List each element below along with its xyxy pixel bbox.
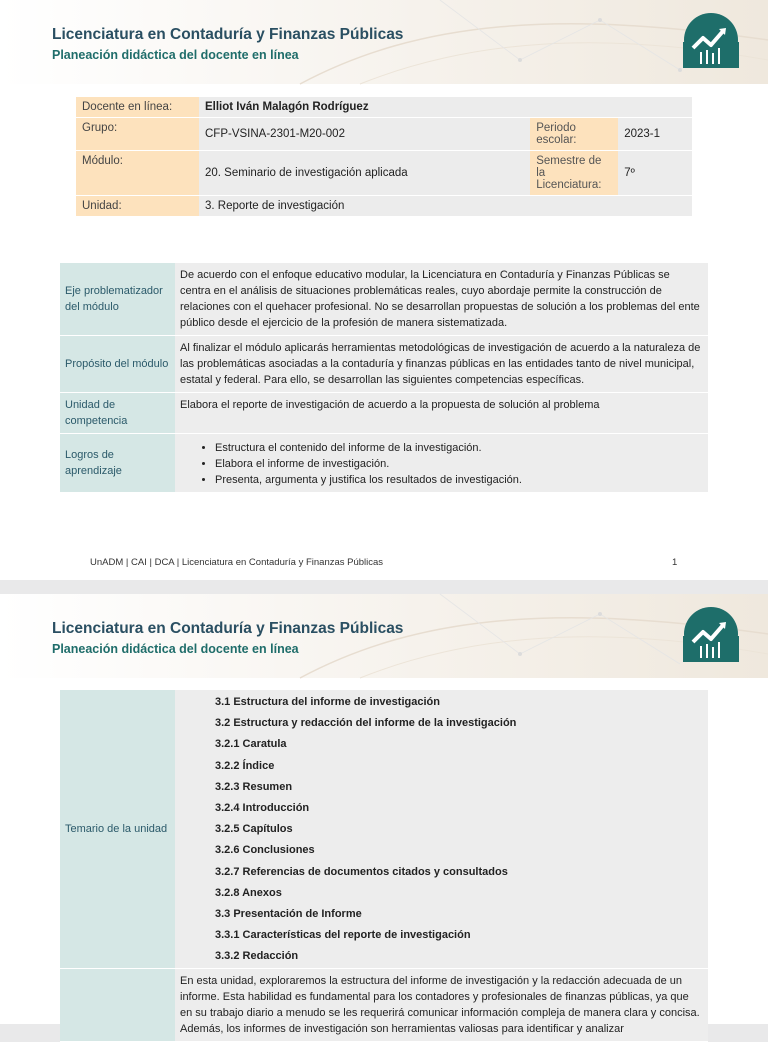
program-title: Licenciatura en Contaduría y Finanzas Públicas xyxy=(52,620,404,637)
grupo-label: Grupo: xyxy=(76,118,199,151)
unidad-label: Unidad: xyxy=(76,196,199,217)
page-header xyxy=(0,594,768,678)
periodo-value: 2023-1 xyxy=(618,118,692,151)
intro-label xyxy=(60,968,175,1041)
docente-label: Docente en línea: xyxy=(76,97,199,118)
grupo-value: CFP-VSINA-2301-M20-002 xyxy=(199,118,530,151)
document-page-2 xyxy=(0,594,768,1035)
document-subtitle: Planeación didáctica del docente en línea xyxy=(52,48,299,62)
topic-list xyxy=(180,692,703,968)
page-header xyxy=(0,0,768,84)
chart-up-logo-icon xyxy=(683,12,739,68)
semestre-label: Semestre de la Licenciatura: xyxy=(530,151,618,196)
unidad-value: 3. Reporte de investigación xyxy=(199,196,692,217)
topic-item: 3.2.4 Introducción xyxy=(215,802,310,815)
proposito-label: Propósito del módulo xyxy=(60,336,175,393)
module-content-table xyxy=(60,263,708,493)
list-item: • Elabora el informe de investigación. xyxy=(215,456,703,472)
program-title: Licenciatura en Contaduría y Finanzas Públicas xyxy=(52,26,404,43)
page-number: 1 xyxy=(672,557,678,568)
semestre-value: 7º xyxy=(618,151,692,196)
topic-item: 3.3.1 Características del reporte de investigación xyxy=(215,929,471,942)
footer-text: UnADM | CAI | DCA | Licenciatura en Contaduría y Finanzas Públicas xyxy=(90,557,384,568)
eje-text: De acuerdo con el enfoque educativo modular, la Licenciatura en Contaduría y Finanzas Públicas se centra en el análisis de situaciones problemáticas reales, cuyo abordaje permite la construcción de relaciones con el quehacer profesional. No se desarrollan propuestas de solución a los problemas del ente público desde el ejercicio de la profesión de manera sistematizada. xyxy=(175,263,708,336)
topic-item: 3.2.2 Índice xyxy=(215,759,275,772)
course-info-table xyxy=(76,97,692,217)
logros-label: Logros de aprendizaje xyxy=(60,434,175,493)
topic-item: 3.1 Estructura del informe de investigación xyxy=(215,696,440,708)
topic-item: 3.2.8 Anexos xyxy=(215,886,282,899)
modulo-value: 20. Seminario de investigación aplicada xyxy=(199,151,530,196)
periodo-label: Periodo escolar: xyxy=(530,118,618,151)
topic-item: 3.2.5 Capítulos xyxy=(215,823,293,836)
topic-item: 3.2.6 Conclusiones xyxy=(215,844,315,857)
list-item: • Presenta, argumenta y justifica los resultados de investigación. xyxy=(215,472,703,488)
logros-list xyxy=(180,440,703,488)
temario-cell xyxy=(175,690,708,968)
temario-label: Temario de la unidad xyxy=(60,690,175,968)
intro-text: En esta unidad, exploraremos la estructura del informe de investigación y la redacción adecuada de un informe. Esta habilidad es fundamental para los contadores y profesionales de finanzas públicas, ya que en su trabajo diario a menudo se les requerirá comunicar información compleja de manera clara y concisa. Además, los informes de investigación son herramientas valiosas para identificar y analizar xyxy=(175,968,708,1041)
chart-up-logo-icon xyxy=(683,606,739,662)
competencia-text: Elabora el reporte de investigación de acuerdo a la propuesta de solución al problema xyxy=(175,393,708,434)
competencia-label: Unidad de competencia xyxy=(60,393,175,434)
document-subtitle: Planeación didáctica del docente en línea xyxy=(52,642,299,656)
topic-item: 3.2 Estructura y redacción del informe de la investigación xyxy=(215,717,517,730)
topic-item: 3.3.2 Redacción xyxy=(215,950,299,963)
topic-item: 3.2.3 Resumen xyxy=(215,780,293,793)
list-item: • Estructura el contenido del informe de la investigación. xyxy=(215,440,703,456)
docente-value: Elliot Iván Malagón Rodríguez xyxy=(199,97,692,118)
topic-item: 3.2.7 Referencias de documentos citados y consultados xyxy=(215,865,508,878)
topic-item: 3.2.1 Caratula xyxy=(215,738,287,751)
modulo-label: Módulo: xyxy=(76,151,199,196)
topic-item: 3.3 Presentación de Informe xyxy=(215,908,362,921)
eje-label: Eje problematizador del módulo xyxy=(60,263,175,336)
temario-table xyxy=(60,690,708,1042)
logros-cell xyxy=(175,434,708,493)
proposito-text: Al finalizar el módulo aplicarás herramientas metodológicas de investigación de acuerdo a la naturaleza de las problemáticas asociadas a la contaduría y finanzas públicas en las entidades tanto de nivel municipal, estatal y federal. Para ello, se desarrollan las siguientes competencias específicas. xyxy=(175,336,708,393)
